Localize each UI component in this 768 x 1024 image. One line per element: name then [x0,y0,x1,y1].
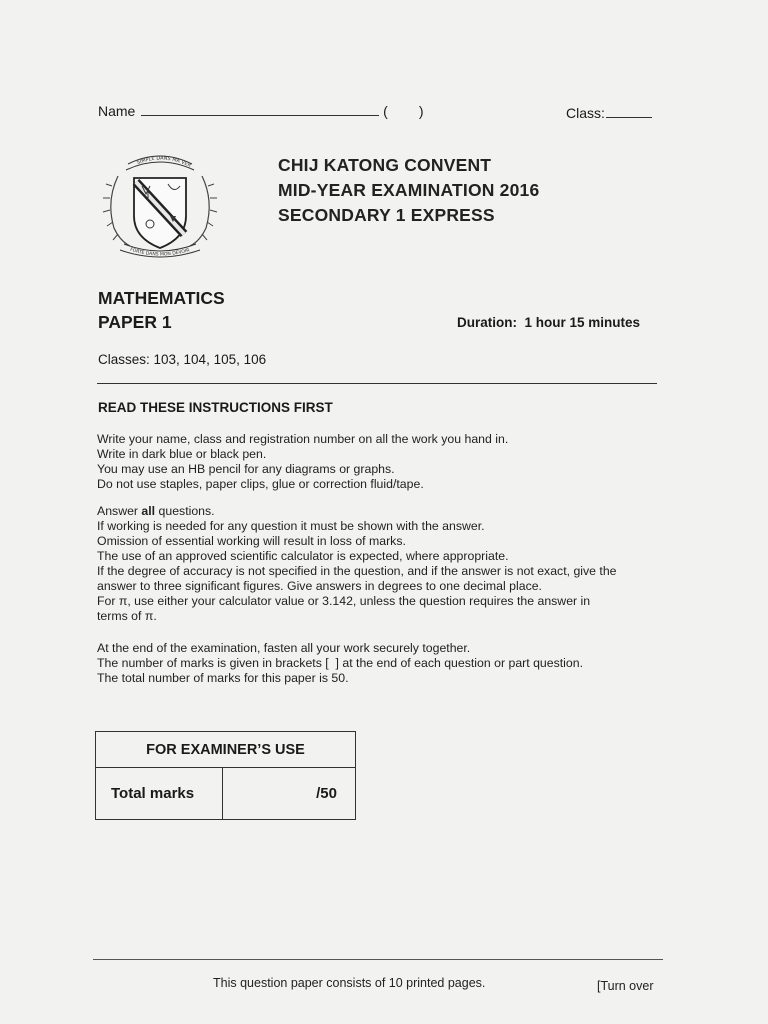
register-number-brackets: ( ) [383,103,424,119]
instruction-line: At the end of the examination, fasten all your work securely together. [97,641,471,655]
school-title-block [278,153,539,228]
paper-number: PAPER 1 [98,312,172,332]
instruction-line: Write in dark blue or black pen. [97,447,267,461]
exam-duration: Duration: 1 hour 15 minutes [457,315,641,330]
subject-title: MATHEMATICS [98,288,225,308]
instruction-line: Do not use staples, paper clips, glue or correction fluid/tape. [97,477,424,491]
name-label: Name [98,103,136,119]
instruction-line: terms of π. [97,609,157,623]
class-blank-line [606,105,652,118]
instruction-line: The total number of marks for this paper is 50. [97,671,349,685]
instruction-line: If the degree of accuracy is not specified in the question, and if the answer is not exact, give the [97,564,617,578]
level-name: SECONDARY 1 EXPRESS [278,205,495,225]
examiner-use-heading: FOR EXAMINER’S USE [96,732,355,768]
crest-icon [98,146,222,266]
crest-motto-top: SIMPLE DANS MA VER [136,155,192,169]
instructions-block-1 [97,432,508,492]
instruction-line: For π, use either your calculator value or 3.142, unless the question requires the answer in [97,594,591,608]
instruction-line: You may use an HB pencil for any diagrams or graphs. [97,462,395,476]
instructions-heading: READ THESE INSTRUCTIONS FIRST [98,400,333,415]
total-marks-label: Total marks [96,768,223,820]
school-crest [98,146,222,266]
page-count-note: This question paper consists of 10 printed pages. [213,976,486,990]
instructions-block-3 [97,641,583,686]
instruction-line: If working is needed for any question it must be shown with the answer. [97,519,485,533]
instruction-line: Omission of essential working will result in loss of marks. [97,534,406,548]
instructions-block-2 [97,504,617,624]
instruction-line: The use of an approved scientific calculator is expected, where appropriate. [97,549,509,563]
turn-over-note: [Turn over [597,979,654,993]
exam-name: MID-YEAR EXAMINATION 2016 [278,180,540,200]
instruction-line: answer to three significant figures. Give answers in degrees to one decimal place. [97,579,542,593]
divider-top [97,383,657,384]
emphasis-all: all [141,504,156,518]
subject-block [98,286,225,334]
crest-motto-bottom: FORTE DANS MON DEVOIR [129,247,191,258]
school-name: CHIJ KATONG CONVENT [278,155,492,175]
class-field-row [566,105,652,121]
divider-bottom [93,959,663,960]
total-marks-value: /50 [316,785,337,802]
svg-text:SIMPLE DANS MA VERTU [98,146,192,169]
name-blank-line [141,103,379,116]
examiner-use-table [95,731,356,820]
instruction-line: The number of marks is given in brackets [ ] at the end of each question or part question. [97,656,583,670]
instruction-line: Write your name, class and registration number on all the work you hand in. [97,432,509,446]
exam-classes: Classes: 103, 104, 105, 106 [98,352,267,367]
name-field-row [98,103,424,119]
class-label: Class: [566,105,605,121]
instruction-line-answer-all: Answer all questions. [97,504,215,518]
